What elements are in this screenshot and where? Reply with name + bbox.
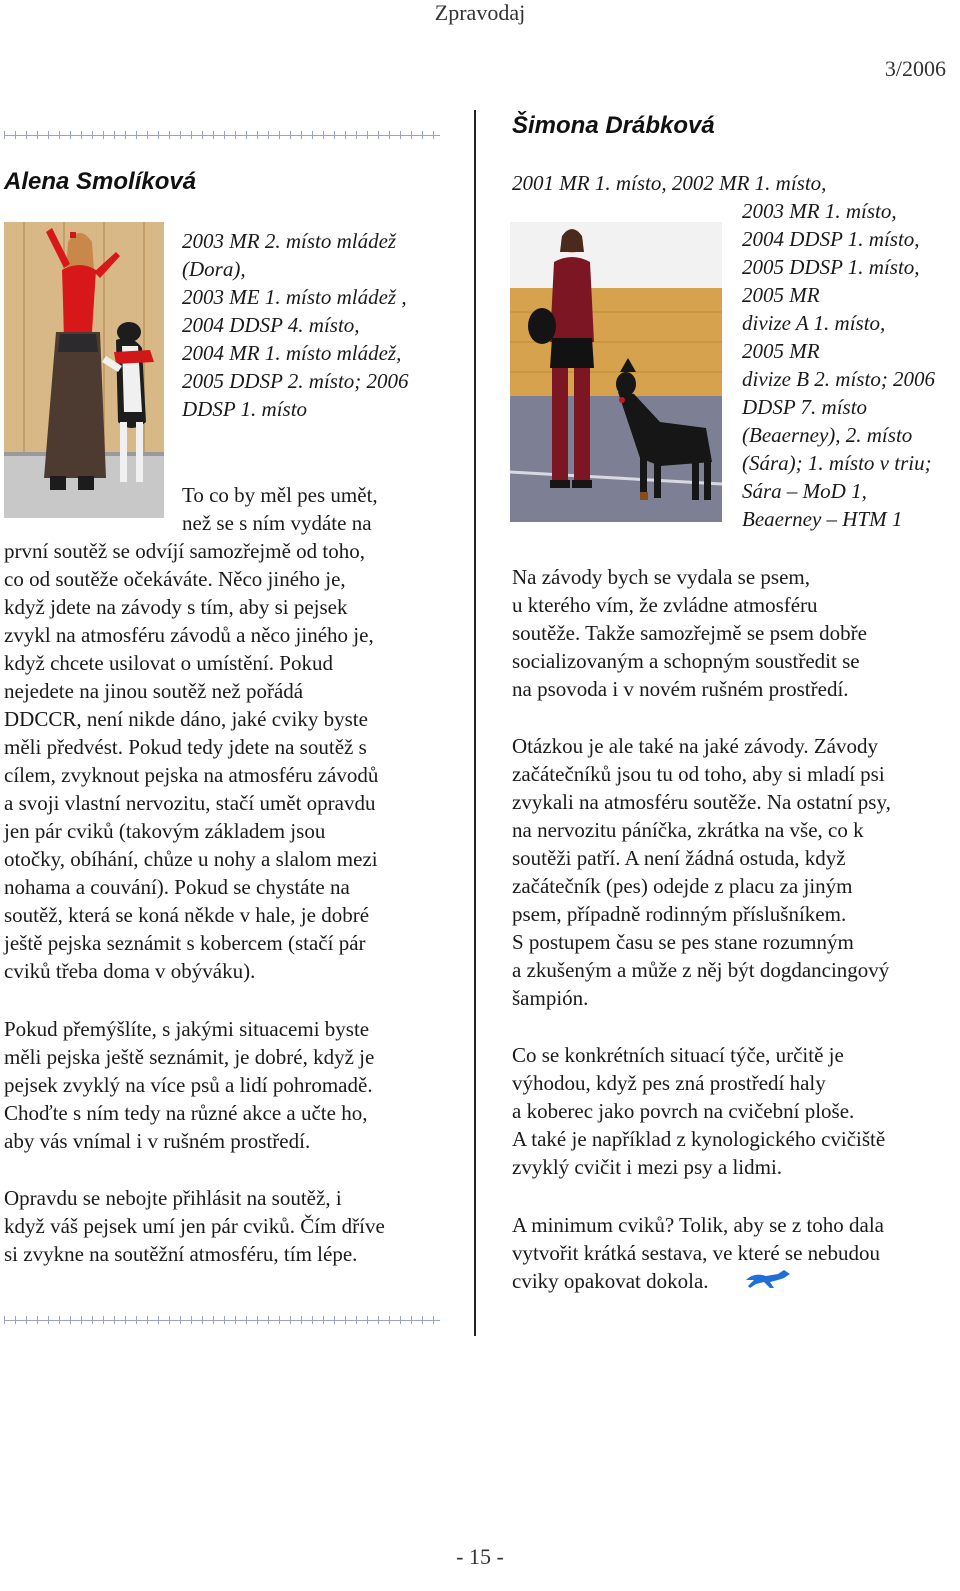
paragraph-left-3: [4, 1184, 385, 1268]
paragraph-right-2: [512, 732, 891, 1012]
result-entry: Beaerney – HTM 1: [742, 507, 903, 531]
result-entry: 2003 ME 1. místo mládež ,: [182, 285, 407, 309]
text-line: soutěž, která se koná někde v hale, je dobré: [4, 903, 370, 927]
text-line: si zvykne na soutěžní atmosféru, tím lépe.: [4, 1242, 358, 1266]
result-entry: (Dora),: [182, 257, 246, 281]
text-line: A minimum cviků? Tolik, aby se z toho dala: [512, 1213, 885, 1237]
result-entry: divize B 2. místo; 2006: [742, 367, 936, 391]
paragraph-right-3: [512, 1041, 885, 1181]
text-line: když jdete na závody s tím, aby si pejsek: [4, 595, 348, 619]
text-line: cviky opakovat dokola.: [512, 1269, 709, 1293]
left-top-divider: [4, 131, 440, 139]
text-line: Pokud přemýšlíte, s jakými situacemi byste: [4, 1017, 370, 1041]
text-line: soutěže. Takže samozřejmě se psem dobře: [512, 621, 868, 645]
paragraph-left-1: [4, 537, 378, 985]
text-line: a zkušeným a může z něj být dogdancingový: [512, 958, 890, 982]
text-line: cviků třeba doma v obýváku).: [4, 959, 256, 983]
paragraph-right-1: [512, 563, 867, 703]
result-entry: 2005 DDSP 1. místo,: [742, 255, 920, 279]
text-line: když chcete usilovat o umístění. Pokud: [4, 651, 333, 675]
text-line: vytvořit krátká sestava, ve které se nebudou: [512, 1241, 880, 1265]
result-entry: 2004 DDSP 4. místo,: [182, 313, 360, 337]
text-line: A také je například z kynologického cvičiště: [512, 1127, 886, 1151]
text-line: na nervozitu páníčka, zkrátka na vše, co k: [512, 818, 864, 842]
photo-simona-with-doberman: [510, 222, 722, 522]
paragraph-right-4: [512, 1211, 884, 1295]
column-divider: [474, 110, 476, 1336]
author-name-left: Alena Smolíková: [4, 168, 197, 195]
text-line: na psovoda i v novém rušném prostředí.: [512, 677, 849, 701]
left-bottom-divider: [4, 1316, 440, 1324]
result-entry: 2005 DDSP 2. místo; 2006: [182, 369, 409, 393]
result-entry: 2005 MR: [742, 339, 820, 363]
text-line: zvyklý cvičit i mezi psy a lidmi.: [512, 1155, 783, 1179]
text-line: nejedete na jinou soutěž než pořádá: [4, 679, 304, 703]
newsletter-title: Zpravodaj: [434, 0, 526, 25]
text-line: Na závody bych se vydala se psem,: [512, 565, 810, 589]
text-line: začátečníků jsou tu od toho, aby si mladí psi: [512, 762, 885, 786]
result-entry: divize A 1. místo,: [742, 311, 886, 335]
results-list-right: [742, 197, 935, 533]
text-line: výhodou, když pes zná prostředí haly: [512, 1071, 826, 1095]
text-line: a svoji vlastní nervozitu, stačí umět opravdu: [4, 791, 376, 815]
result-entry: Sára – MoD 1,: [742, 479, 867, 503]
text-line: aby vás vnímal i v rušném prostředí.: [4, 1129, 311, 1153]
text-line: To co by měl pes umět,: [182, 483, 378, 507]
text-line: a koberec jako povrch na cvičební ploše.: [512, 1099, 855, 1123]
text-line: zvykl na atmosféru závodů a něco jiného je,: [4, 623, 374, 647]
issue-number: 3/2006: [884, 56, 946, 81]
text-line: Opravdu se nebojte přihlásit na soutěž, i: [4, 1186, 342, 1210]
text-line: soutěži patří. A není žádná ostuda, když: [512, 846, 846, 870]
result-entry: DDSP 7. místo: [742, 395, 868, 419]
text-line: cílem, zvyknout pejska na atmosféru závodů: [4, 763, 379, 787]
results-first-line-right: 2001 MR 1. místo, 2002 MR 1. místo,: [512, 171, 827, 195]
result-entry: 2004 MR 1. místo mládež,: [182, 341, 402, 365]
photo-alena-with-dog: [4, 222, 164, 518]
text-line: první soutěž se odvíjí samozřejmě od toho,: [4, 539, 366, 563]
results-list-left: [182, 227, 409, 423]
text-line: nohama a couvání). Pokud se chystáte na: [4, 875, 350, 899]
result-entry: 2004 DDSP 1. místo,: [742, 227, 920, 251]
text-line: psem, případně rodinným příslušníkem.: [512, 902, 847, 926]
result-entry: 2003 MR 2. místo mládež: [182, 229, 397, 253]
intro-lines-left: [182, 481, 378, 537]
text-line: měli pejska ještě seznámit, je dobré, když je: [4, 1045, 375, 1069]
text-line: co od soutěže očekáváte. Něco jiného je,: [4, 567, 346, 591]
text-line: Co se konkrétních situací týče, určitě je: [512, 1043, 844, 1067]
text-line: Otázkou je ale také na jaké závody. Závody: [512, 734, 878, 758]
result-entry: (Sára); 1. místo v triu;: [742, 451, 932, 475]
text-line: měli předvést. Pokud tedy jdete na soutěž s: [4, 735, 367, 759]
result-entry: 2005 MR: [742, 283, 820, 307]
text-line: když váš pejsek umí jen pár cviků. Čím dříve: [4, 1214, 385, 1238]
text-line: socializovaným a schopným soustředit se: [512, 649, 860, 673]
text-line: Choďte s ním tedy na různé akce a učte ho,: [4, 1101, 368, 1125]
page-number: - 15 -: [456, 1544, 504, 1569]
text-line: začátečník (pes) odejde z placu za jiným: [512, 874, 853, 898]
text-line: u kterého vím, že zvládne atmosféru: [512, 593, 818, 617]
text-line: S postupem času se pes stane rozumným: [512, 930, 854, 954]
text-line: otočky, obíhání, chůze u nohy a slalom mezi: [4, 847, 378, 871]
text-line: zvykali na atmosféru soutěže. Na ostatní psy,: [512, 790, 891, 814]
text-line: šampión.: [512, 986, 589, 1010]
result-entry: DDSP 1. místo: [182, 397, 308, 421]
paragraph-left-2: [4, 1015, 374, 1155]
running-dog-icon: [744, 1268, 792, 1290]
text-line: DDCCR, není nikde dáno, jaké cviky byste: [4, 707, 368, 731]
text-line: pejsek zvyklý na více psů a lidí pohromadě.: [4, 1073, 373, 1097]
result-entry: 2003 MR 1. místo,: [742, 199, 897, 223]
text-line: jen pár cviků (takovým základem jsou: [4, 819, 326, 843]
text-line: než se s ním vydáte na: [182, 511, 372, 535]
text-line: ještě pejska seznámit s kobercem (stačí pár: [4, 931, 366, 955]
result-entry: (Beaerney), 2. místo: [742, 423, 913, 447]
author-name-right: Šimona Drábková: [512, 112, 715, 139]
